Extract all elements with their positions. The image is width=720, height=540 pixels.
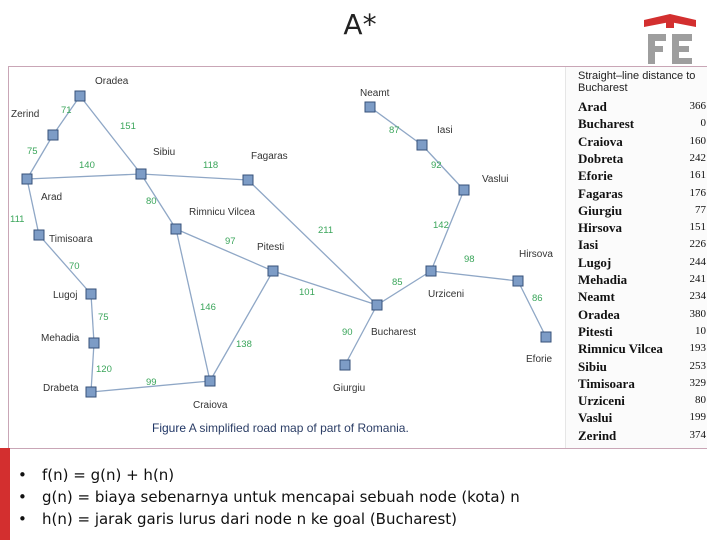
sld-value: 193 bbox=[689, 342, 706, 355]
sld-city: Hirsova bbox=[578, 220, 623, 236]
bullet-item bbox=[18, 508, 520, 530]
city-node-eforie bbox=[541, 332, 551, 342]
road-distance-label: 211 bbox=[318, 225, 334, 236]
city-node-vaslui bbox=[459, 185, 469, 195]
city-label-iasi: Iasi bbox=[437, 125, 453, 136]
sld-row bbox=[578, 133, 706, 150]
road-distance-label: 92 bbox=[431, 160, 442, 171]
city-node-neamt bbox=[365, 102, 375, 112]
sld-row bbox=[578, 323, 706, 340]
sld-city: Zerind bbox=[578, 427, 617, 443]
city-label-hirsova: Hirsova bbox=[519, 249, 553, 260]
sld-value: 199 bbox=[689, 411, 706, 424]
road-distance-label: 138 bbox=[236, 339, 252, 350]
city-node-craiova bbox=[205, 376, 215, 386]
sld-city: Iasi bbox=[578, 237, 599, 253]
road-distance-label: 85 bbox=[392, 277, 403, 288]
road-distance-label: 70 bbox=[69, 261, 80, 272]
bullet-section bbox=[0, 448, 720, 540]
sld-value: 0 bbox=[700, 117, 706, 130]
road-distance-label: 151 bbox=[120, 121, 136, 132]
road-distance-label: 75 bbox=[27, 146, 38, 157]
sld-city: Vaslui bbox=[578, 410, 613, 426]
road-pitesti-bucharest bbox=[273, 271, 377, 305]
road-distance-label: 80 bbox=[146, 196, 157, 207]
sld-value: 374 bbox=[689, 428, 706, 441]
slide-title: A* bbox=[343, 8, 377, 41]
sld-city: Sibiu bbox=[578, 358, 607, 374]
city-node-fagaras bbox=[243, 175, 253, 185]
city-node-rimnicu bbox=[171, 224, 181, 234]
sld-value: 242 bbox=[689, 151, 706, 164]
sld-row bbox=[578, 236, 706, 253]
road-map bbox=[9, 67, 565, 448]
sld-city: Timisoara bbox=[578, 375, 635, 391]
bullet-list bbox=[18, 464, 520, 530]
sld-row bbox=[578, 254, 706, 271]
sld-row bbox=[578, 392, 706, 409]
road-distance-label: 90 bbox=[342, 327, 353, 338]
sld-row bbox=[578, 98, 706, 115]
city-node-giurgiu bbox=[340, 360, 350, 370]
sld-city: Giurgiu bbox=[578, 202, 623, 218]
bullet-text: h(n) = jarak garis lurus dari node n ke goal (Bucharest) bbox=[42, 510, 458, 528]
sld-value: 234 bbox=[689, 290, 706, 303]
city-node-iasi bbox=[417, 140, 427, 150]
city-node-drabeta bbox=[86, 387, 96, 397]
road-distance-label: 87 bbox=[389, 125, 400, 136]
sld-row bbox=[578, 115, 706, 132]
sld-value: 253 bbox=[689, 359, 706, 372]
sld-city: Mehadia bbox=[578, 272, 628, 287]
university-logo-icon bbox=[640, 14, 700, 70]
road-distance-label: 71 bbox=[61, 105, 72, 116]
sld-row bbox=[578, 358, 706, 375]
sld-city: Fagaras bbox=[578, 185, 623, 201]
sld-value: 380 bbox=[689, 307, 706, 320]
sld-value: 329 bbox=[689, 376, 706, 389]
city-node-zerind bbox=[48, 130, 58, 140]
city-label-urziceni: Urziceni bbox=[428, 289, 465, 300]
caption-label: Figure bbox=[152, 421, 187, 435]
bullet-text: f(n) = g(n) + h(n) bbox=[42, 466, 175, 484]
city-node-pitesti bbox=[268, 266, 278, 276]
sld-city: Lugoj bbox=[578, 254, 612, 270]
city-node-hirsova bbox=[513, 276, 523, 286]
sld-value: 176 bbox=[689, 186, 706, 199]
sld-city: Eforie bbox=[578, 168, 613, 184]
sld-row bbox=[578, 271, 706, 288]
city-label-sibiu: Sibiu bbox=[153, 147, 176, 158]
sld-value: 77 bbox=[695, 203, 706, 216]
road-arad-timisoara bbox=[27, 179, 39, 235]
road-distance-label: 99 bbox=[146, 377, 157, 388]
sld-city: Neamt bbox=[578, 289, 615, 305]
sld-city: Urziceni bbox=[578, 393, 625, 409]
sld-row bbox=[578, 219, 706, 236]
bullet-text: g(n) = biaya sebenarnya untuk mencapai sebuah node (kota) n bbox=[42, 488, 520, 506]
road-distance-label: 142 bbox=[433, 220, 449, 231]
city-node-arad bbox=[22, 174, 32, 184]
sld-row bbox=[578, 150, 706, 167]
sld-row bbox=[578, 185, 706, 202]
sld-value: 10 bbox=[695, 324, 706, 337]
city-node-timisoara bbox=[34, 230, 44, 240]
city-node-bucharest bbox=[372, 300, 382, 310]
city-label-craiova: Craiova bbox=[193, 400, 228, 411]
bullet-marker: • bbox=[18, 466, 27, 484]
sld-row bbox=[578, 288, 706, 305]
city-node-urziceni bbox=[426, 266, 436, 276]
road-distance-label: 75 bbox=[98, 312, 109, 323]
city-node-sibiu bbox=[136, 169, 146, 179]
road-mehadia-drabeta bbox=[91, 343, 94, 392]
figure-caption bbox=[152, 421, 409, 435]
sld-city: Oradea bbox=[578, 306, 620, 322]
road-distance-label: 86 bbox=[532, 293, 543, 304]
city-label-vaslui: Vaslui bbox=[482, 174, 509, 185]
sld-value: 161 bbox=[689, 169, 706, 182]
sld-row bbox=[578, 427, 706, 444]
city-label-eforie: Eforie bbox=[526, 354, 553, 365]
road-bucharest-urziceni bbox=[377, 271, 431, 305]
sld-value: 80 bbox=[695, 394, 706, 407]
romania-map-figure bbox=[8, 66, 707, 449]
sld-city: Dobreta bbox=[578, 150, 624, 166]
city-label-lugoj: Lugoj bbox=[53, 290, 78, 301]
sld-city: Bucharest bbox=[578, 116, 635, 132]
bullet-marker: • bbox=[18, 510, 27, 528]
straight-line-distance-table bbox=[565, 67, 707, 448]
road-craiova-pitesti bbox=[210, 271, 273, 381]
city-label-arad: Arad bbox=[41, 192, 63, 203]
road-distance-label: 120 bbox=[96, 364, 112, 375]
road-distance-label: 140 bbox=[79, 160, 95, 171]
city-label-rimnicu: Rimnicu Vilcea bbox=[189, 207, 255, 218]
sld-city: Rimnicu Vilcea bbox=[578, 341, 663, 357]
road-arad-sibiu bbox=[27, 174, 141, 179]
road-zerind-arad bbox=[27, 135, 53, 179]
accent-bar bbox=[0, 448, 10, 540]
road-sibiu-fagaras bbox=[141, 174, 248, 180]
sld-table-title: Straight–line distance to Bucharest bbox=[578, 70, 696, 94]
roads-layer bbox=[27, 96, 546, 392]
bullet-marker: • bbox=[18, 488, 27, 506]
city-node-oradea bbox=[75, 91, 85, 101]
road-iasi-vaslui bbox=[422, 145, 464, 190]
bullet-item bbox=[18, 486, 520, 508]
city-label-mehadia: Mehadia bbox=[41, 333, 80, 344]
road-distance-label: 118 bbox=[203, 160, 219, 171]
sld-city: Pitesti bbox=[578, 323, 613, 339]
city-label-pitesti: Pitesti bbox=[257, 242, 285, 253]
city-label-fagaras: Fagaras bbox=[251, 151, 288, 162]
sld-value: 226 bbox=[689, 238, 706, 251]
city-label-giurgiu: Giurgiu bbox=[333, 383, 366, 394]
sld-value: 151 bbox=[689, 221, 706, 234]
sld-row bbox=[578, 202, 706, 219]
road-distance-label: 146 bbox=[200, 302, 216, 313]
road-distance-label: 101 bbox=[299, 287, 315, 298]
road-urziceni-hirsova bbox=[431, 271, 518, 281]
road-distance-label: 97 bbox=[225, 236, 236, 247]
city-node-mehadia bbox=[89, 338, 99, 348]
sld-value: 241 bbox=[689, 273, 706, 285]
city-label-drabeta: Drabeta bbox=[43, 383, 79, 394]
sld-value: 244 bbox=[689, 255, 706, 268]
city-node-lugoj bbox=[86, 289, 96, 299]
city-label-bucharest: Bucharest bbox=[371, 327, 417, 338]
sld-row bbox=[578, 375, 706, 392]
road-hirsova-eforie bbox=[518, 281, 546, 337]
city-label-timisoara: Timisoara bbox=[49, 234, 93, 245]
sld-value: 160 bbox=[689, 134, 706, 147]
sld-row bbox=[578, 306, 706, 323]
city-label-zerind: Zerind bbox=[11, 109, 40, 120]
sld-row bbox=[578, 340, 706, 357]
sld-city: Arad bbox=[578, 99, 607, 114]
city-label-oradea: Oradea bbox=[95, 76, 129, 87]
bullet-item bbox=[18, 464, 520, 486]
road-lugoj-mehadia bbox=[91, 294, 94, 343]
sld-row bbox=[578, 409, 706, 426]
sld-city: Craiova bbox=[578, 133, 623, 149]
road-distance-label: 111 bbox=[10, 214, 25, 225]
sld-value: 366 bbox=[689, 100, 706, 112]
city-label-neamt: Neamt bbox=[360, 88, 390, 99]
sld-row bbox=[578, 167, 706, 184]
caption-text: A simplified road map of part of Romania. bbox=[186, 421, 409, 435]
road-distance-label: 98 bbox=[464, 254, 475, 265]
